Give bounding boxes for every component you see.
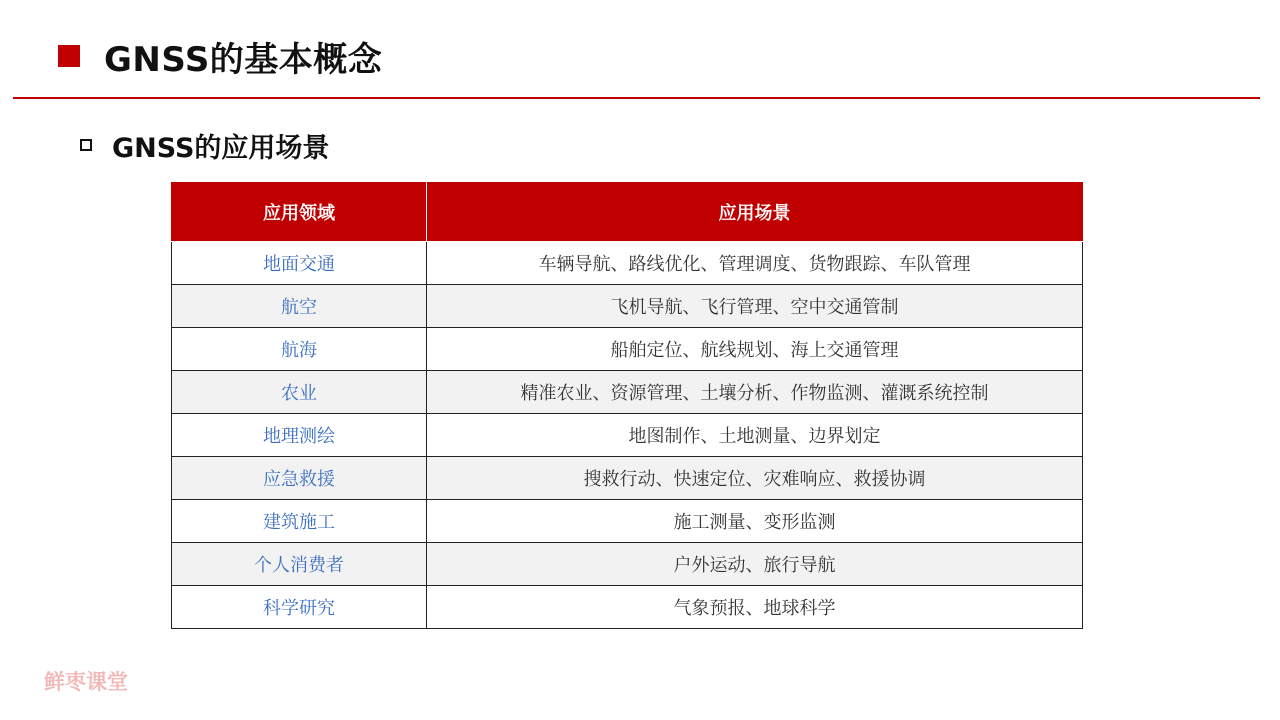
title-divider (13, 97, 1260, 99)
row-domain: 地面交通 (172, 242, 427, 285)
row-scenes: 船舶定位、航线规划、海上交通管理 (427, 328, 1083, 371)
table-row (172, 543, 1083, 586)
watermark: 鲜枣课堂 (44, 670, 128, 694)
row-scenes: 户外运动、旅行导航 (427, 543, 1083, 586)
table-row (172, 328, 1083, 371)
row-domain: 建筑施工 (172, 500, 427, 543)
row-scenes: 地图制作、土地测量、边界划定 (427, 414, 1083, 457)
table-row (172, 457, 1083, 500)
row-domain: 地理测绘 (172, 414, 427, 457)
row-scenes: 气象预报、地球科学 (427, 586, 1083, 629)
title-square-icon (58, 45, 80, 67)
table-row (172, 285, 1083, 328)
row-scenes: 精准农业、资源管理、土壤分析、作物监测、灌溉系统控制 (427, 371, 1083, 414)
table-header-row (172, 183, 1083, 242)
slide-title: GNSS的基本概念 (104, 39, 383, 80)
table-row (172, 371, 1083, 414)
row-scenes: 飞机导航、飞行管理、空中交通管制 (427, 285, 1083, 328)
header-scenes: 应用场景 (427, 183, 1083, 242)
gnss-applications-table (171, 182, 1083, 629)
section-heading (80, 126, 329, 164)
row-scenes: 车辆导航、路线优化、管理调度、货物跟踪、车队管理 (427, 242, 1083, 285)
table-row (172, 500, 1083, 543)
header-domain: 应用领域 (172, 183, 427, 242)
row-scenes: 施工测量、变形监测 (427, 500, 1083, 543)
slide-title-bar (58, 34, 382, 78)
table-row (172, 586, 1083, 629)
table-row (172, 414, 1083, 457)
table-row (172, 242, 1083, 285)
row-domain: 航海 (172, 328, 427, 371)
row-domain: 航空 (172, 285, 427, 328)
row-domain: 科学研究 (172, 586, 427, 629)
hollow-square-bullet-icon (80, 139, 92, 151)
row-domain: 应急救援 (172, 457, 427, 500)
row-domain: 农业 (172, 371, 427, 414)
section-heading-text: GNSS的应用场景 (112, 132, 330, 164)
row-domain: 个人消费者 (172, 543, 427, 586)
row-scenes: 搜救行动、快速定位、灾难响应、救援协调 (427, 457, 1083, 500)
